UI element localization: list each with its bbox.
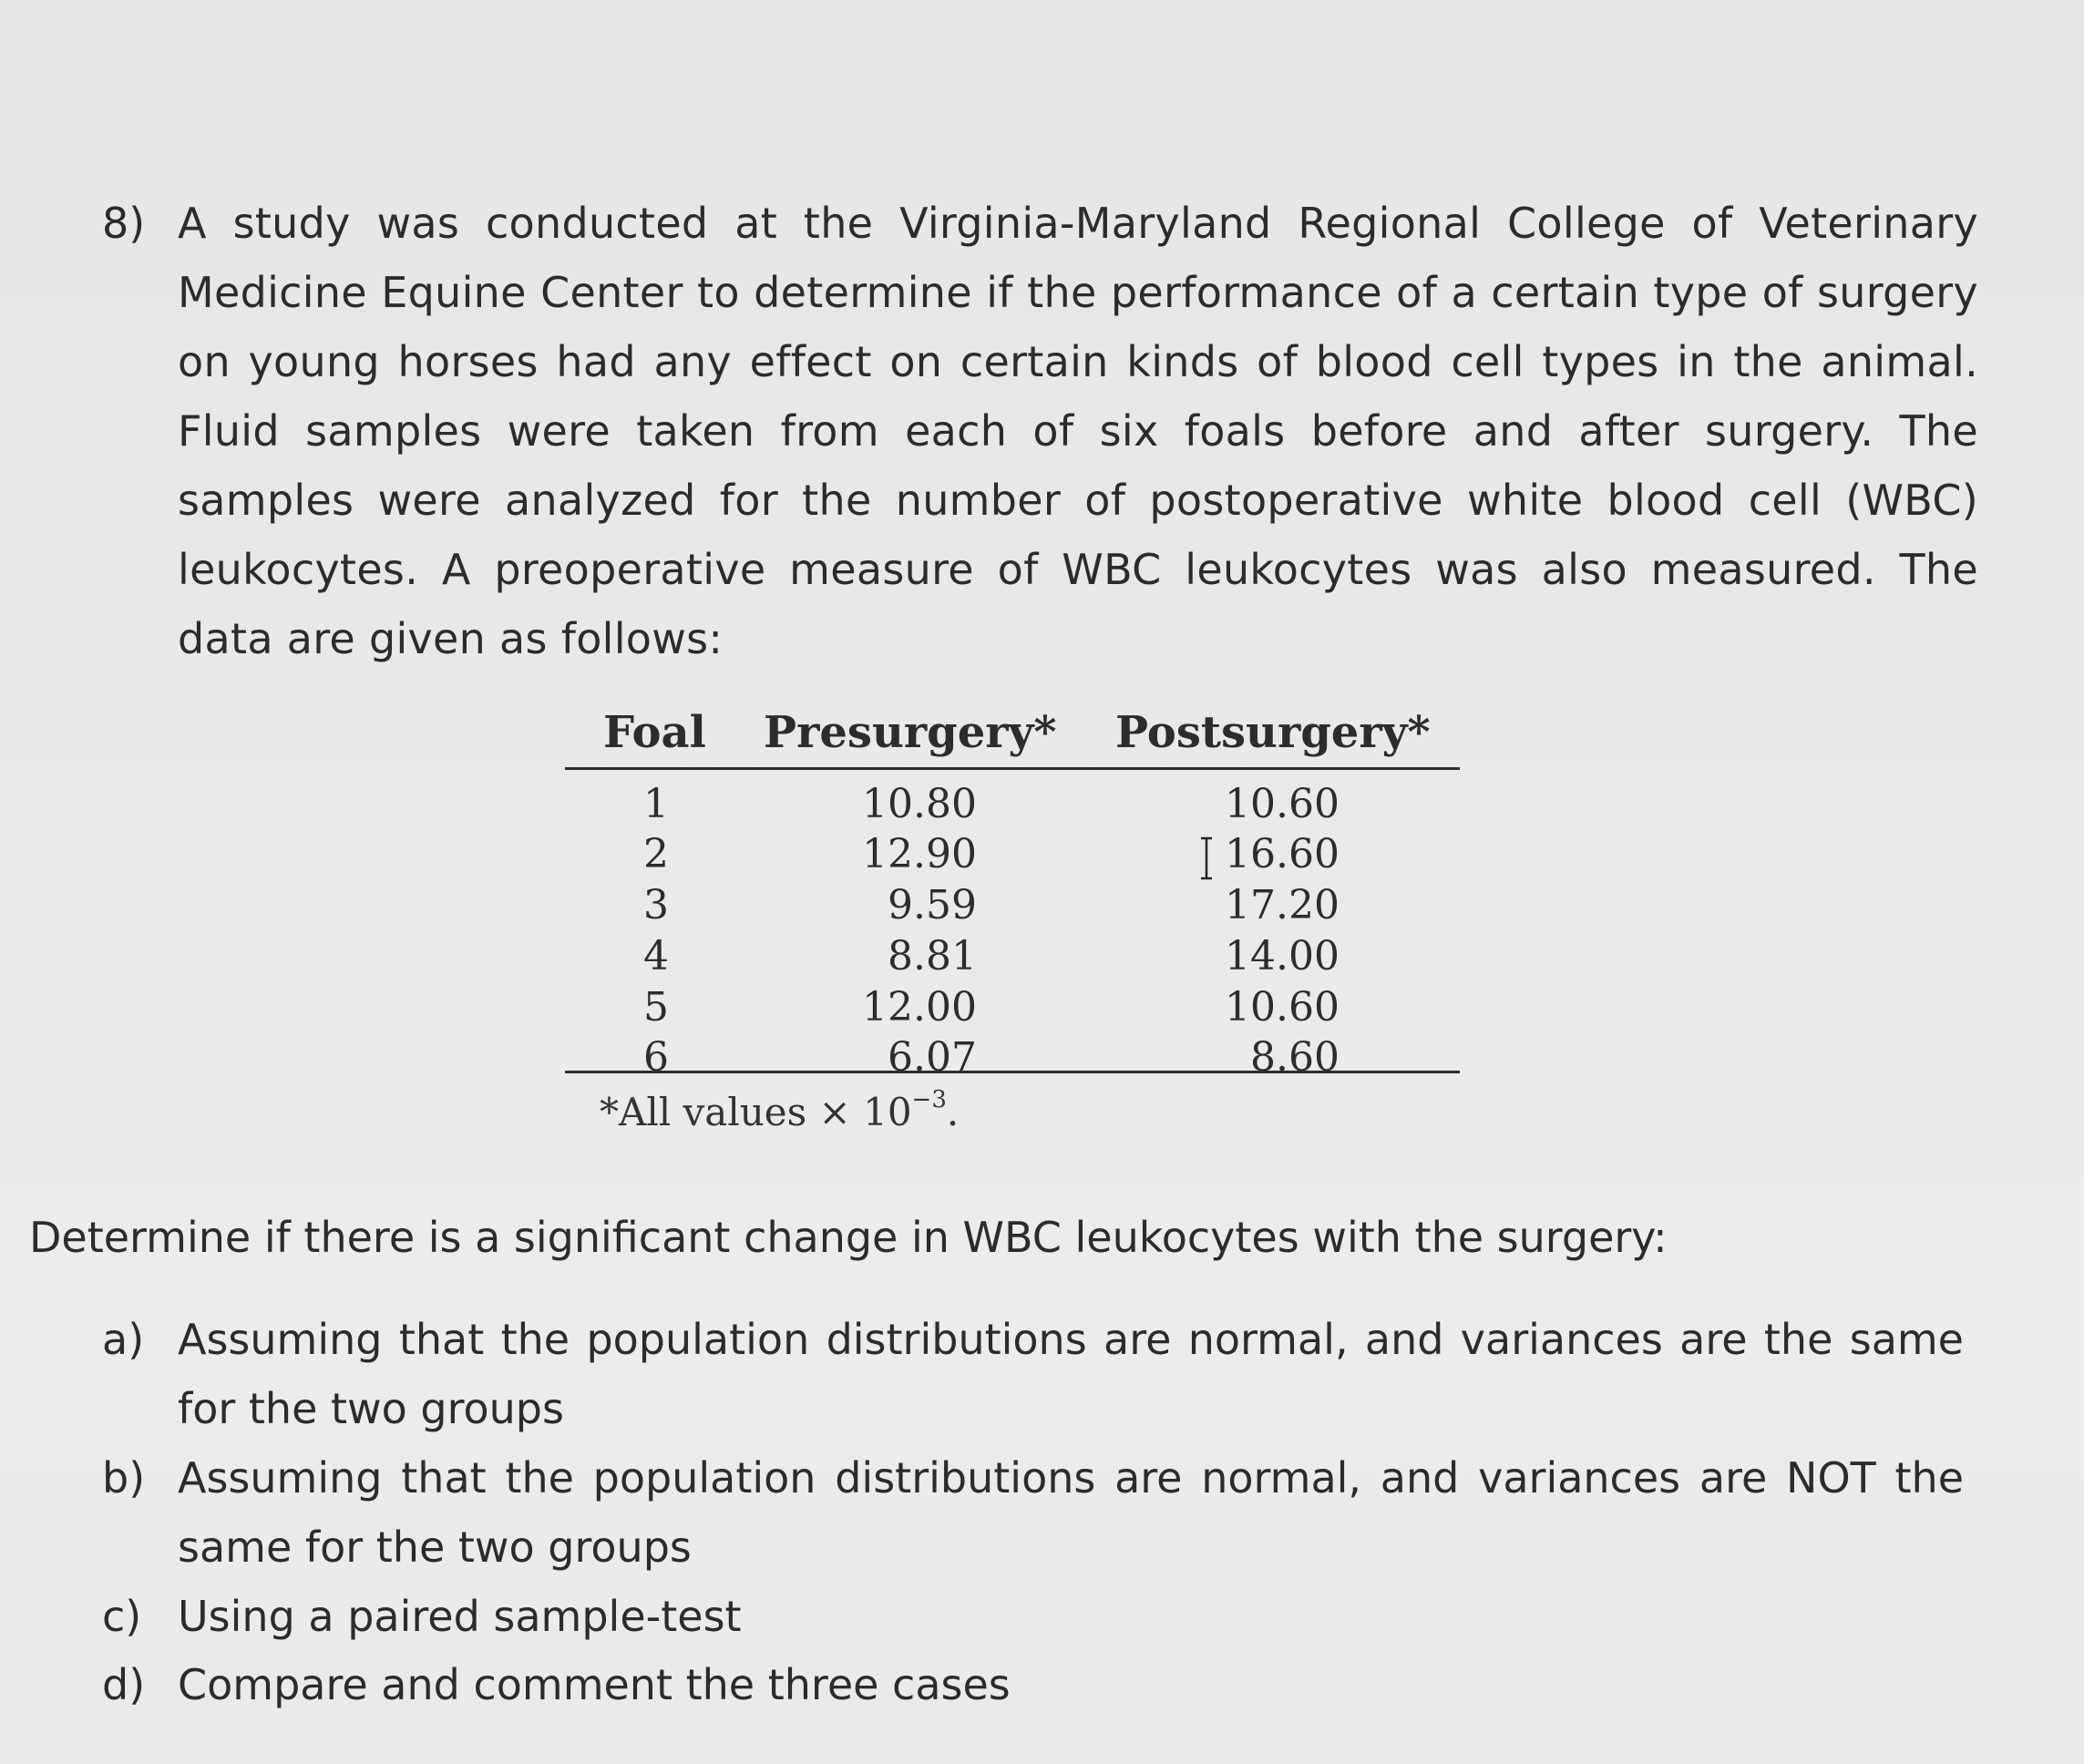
table-row — [565, 984, 1460, 1035]
subquestion-letter: d) — [102, 1660, 146, 1709]
cell-presurgery: 12.90 — [862, 831, 977, 877]
table-body — [565, 770, 1460, 1081]
cell-foal: 6 — [643, 1034, 669, 1081]
table-row — [565, 933, 1460, 984]
table-row — [565, 781, 1460, 832]
subquestion-letter: c) — [102, 1592, 142, 1641]
task-prompt: Determine if there is a significant change in WBC leukocytes with the surgery: — [29, 1213, 1668, 1262]
question-text: A study was conducted at the Virginia-Maryland Regional College of Veterinary Medicine Equine Center to determine if the performance of a certain type of surgery on young horses had any effect on certain kinds of blood cell types in the animal. Fluid samples were taken from each of six foals before and after surgery. The samples were analyzed for the number of postoperative white blood cell (WBC) leukocytes. A preoperative measure of WBC leukocytes was also measured. The data are given as follows: — [178, 199, 1978, 663]
cell-presurgery: 10.80 — [862, 781, 977, 827]
table-row — [565, 882, 1460, 933]
subquestion-text: Assuming that the population distributions are normal, and variances are NOT the same for the two groups — [178, 1453, 1964, 1572]
table-row — [565, 831, 1460, 882]
cell-presurgery: 6.07 — [888, 1034, 977, 1081]
footnote-end: . — [946, 1090, 960, 1134]
cell-foal: 4 — [643, 933, 669, 979]
cell-presurgery: 12.00 — [862, 984, 977, 1031]
text-cursor-icon — [1199, 836, 1214, 881]
subquestion-text: Assuming that the population distributions are normal, and variances are the same for the two groups — [178, 1315, 1964, 1433]
cell-foal: 5 — [643, 984, 669, 1031]
header-foal: Foal — [603, 707, 706, 758]
table-row — [565, 1034, 1460, 1085]
header-presurgery: Presurgery* — [764, 707, 1057, 758]
cell-postsurgery: 10.60 — [1225, 781, 1340, 827]
cell-postsurgery: 17.20 — [1225, 882, 1340, 928]
cell-presurgery: 8.81 — [888, 933, 977, 979]
table-header — [565, 703, 1460, 770]
cell-postsurgery: 14.00 — [1225, 933, 1340, 979]
cell-postsurgery: 8.60 — [1250, 1034, 1340, 1081]
table-footnote — [600, 1086, 959, 1134]
question-number: 8) — [102, 199, 146, 248]
data-table — [565, 703, 1460, 1134]
cell-foal: 1 — [643, 781, 669, 827]
footnote-text: *All values × 10 — [600, 1090, 912, 1134]
subquestion-text: Compare and comment the three cases — [178, 1660, 1011, 1709]
cell-presurgery: 9.59 — [888, 882, 977, 928]
subquestion-text: Using a paired sample-test — [178, 1592, 742, 1641]
subquestion-letter: a) — [102, 1315, 145, 1364]
subquestion-letter: b) — [102, 1453, 146, 1502]
footnote-exponent: −3 — [911, 1086, 947, 1113]
cell-foal: 2 — [643, 831, 669, 877]
header-postsurgery: Postsurgery* — [1115, 707, 1431, 758]
cell-postsurgery: 10.60 — [1225, 984, 1340, 1031]
cell-foal: 3 — [643, 882, 669, 928]
cell-postsurgery: 16.60 — [1225, 831, 1340, 877]
